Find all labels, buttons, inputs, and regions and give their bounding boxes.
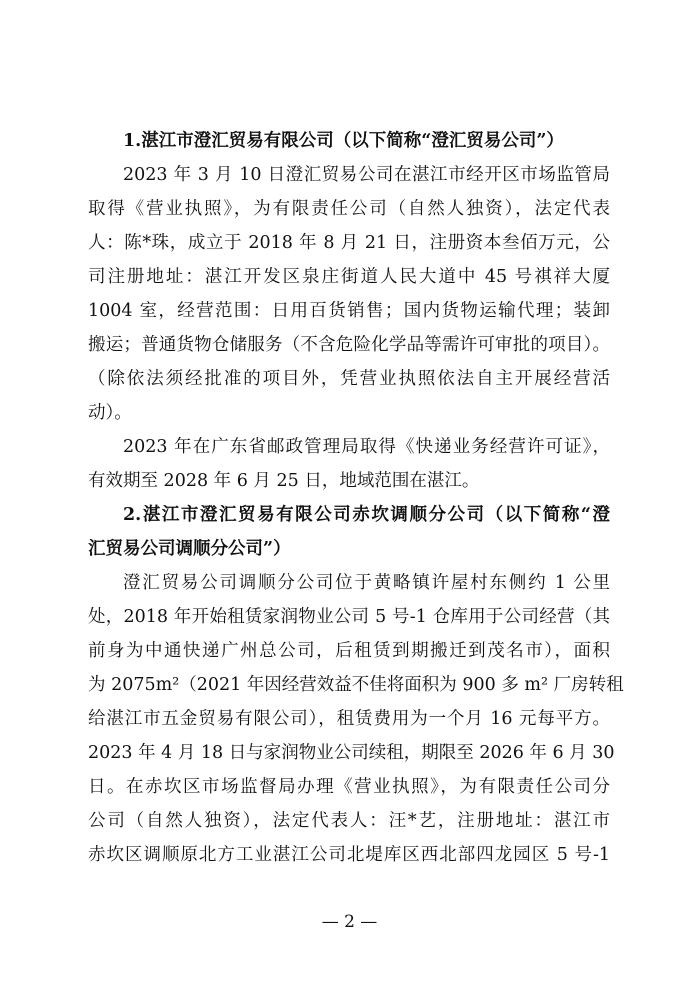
section-heading-line: 汇贸易公司调顺分公司”） — [88, 539, 291, 559]
paragraph-line: （除依法须经批准的项目外，凭营业执照依法自主开展经营活 — [88, 369, 610, 389]
paragraph-line: 赤坎区调顺原北方工业湛江公司北堤库区西北部四龙园区 5 号-1 — [88, 845, 610, 865]
paragraph-line: 搬运；普通货物仓储服务（不含危险化学品等需许可审批的项目）。 — [88, 335, 610, 355]
paragraph-line: 2023 年在广东省邮政管理局取得《快递业务经营许可证》， — [123, 437, 610, 457]
paragraph-line: 2023 年 4 月 18 日与家润物业公司续租，期限至 2026 年 6 月 30 — [88, 743, 615, 763]
paragraph-line: 2023 年 3 月 10 日澄汇贸易公司在湛江市经开区市场监管局 — [123, 165, 610, 185]
paragraph-line: 为 2075m²（2021 年因经营效益不佳将面积为 900 多 m² 厂房转租 — [88, 675, 624, 695]
paragraph-line: 1004 室，经营范围：日用百货销售；国内货物运输代理；装卸 — [88, 301, 610, 321]
paragraph-line: 澄汇贸易公司调顺分公司位于黄略镇许屋村东侧约 1 公里 — [123, 573, 610, 593]
document-body — [88, 124, 624, 872]
section-heading-line: 1.湛江市澄汇贸易有限公司（以下简称“澄汇贸易公司”） — [123, 131, 564, 151]
paragraph-line: 公司（自然人独资），法定代表人：汪*艺，注册地址：湛江市 — [88, 811, 610, 831]
paragraph-line: 有效期至 2028 年 6 月 25 日，地域范围在湛江。 — [88, 471, 480, 491]
paragraph-line: 日。在赤坎区市场监督局办理《营业执照》，为有限责任公司分 — [88, 777, 610, 797]
paragraph-line: 给湛江市五金贸易有限公司），租赁费用为一个月 16 元每平方。 — [88, 709, 610, 729]
paragraph-line: 人：陈*珠，成立于 2018 年 8 月 21 日，注册资本叁佰万元，公 — [88, 233, 610, 253]
paragraph-line: 取得《营业执照》，为有限责任公司（自然人独资），法定代表 — [88, 199, 610, 219]
paragraph-line: 前身为中通快递广州总公司，后租赁到期搬迁到茂名市），面积 — [88, 641, 610, 661]
paragraph-line: 动）。 — [88, 403, 132, 423]
paragraph-line: 处，2018 年开始租赁家润物业公司 5 号-1 仓库用于公司经营（其 — [88, 607, 610, 627]
paragraph-line: 司注册地址：湛江开发区泉庄街道人民大道中 45 号祺祥大厦 — [88, 267, 610, 287]
page-number: — 2 — — [321, 912, 378, 932]
section-heading-line: 2.湛江市澄汇贸易有限公司赤坎调顺分公司（以下简称“澄 — [123, 505, 610, 525]
